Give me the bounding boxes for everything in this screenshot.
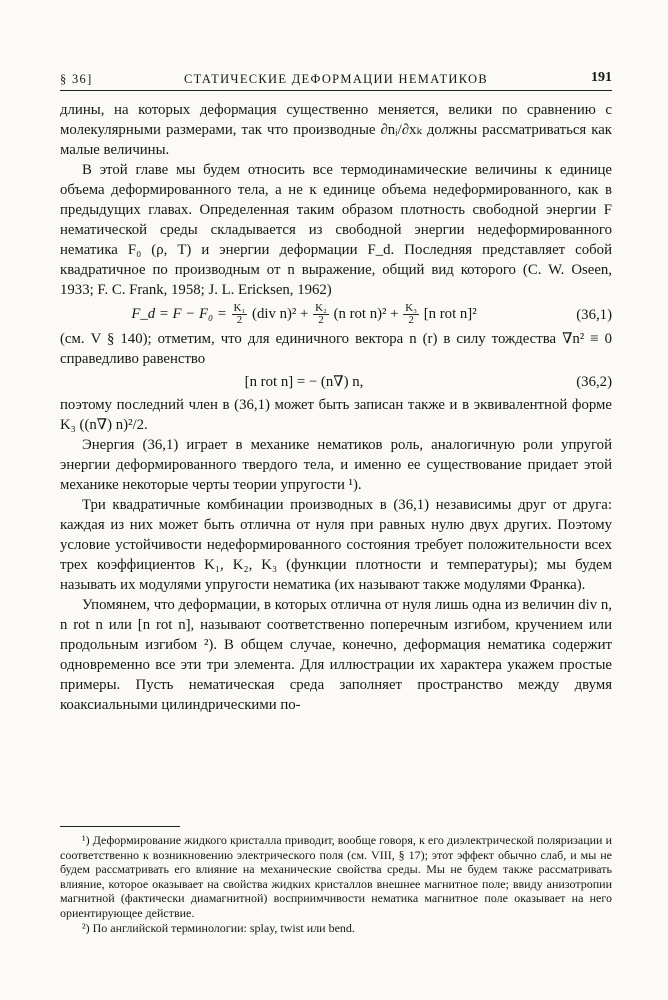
fraction-denominator: 2 (236, 314, 243, 326)
footnote: ¹) Деформирование жидкого кристалла приводит, вообще говоря, к его диэлектрической поляризации и соответственно к возникновению электрического поля (см. VIII, § 17); этот эффект обычно слаб, и мы не будем рассматривать его влияние на механические свойства среды. Мы не будем также рассматривать влияние, которое оказывает на свойства жидких кристаллов внешнее магнитное поле; ввиду анизотропии магнитной (фактически диамагнитной) восприимчивости нематика магнитное поле оказывает на него ориентирующее действие. (60, 833, 612, 920)
fraction (313, 303, 329, 326)
footnotes (60, 826, 612, 935)
paragraph: (см. V § 140); отметим, что для единичного вектора n (r) в силу тождества ∇n² ≡ 0 справедливо равенство (60, 331, 612, 367)
fraction (232, 303, 248, 326)
fraction-numerator: K₃ (405, 302, 418, 314)
paragraph: Упомянем, что деформации, в которых отлична от нуля лишь одна из величин div n, n rot n или [n rot n], называют соответственно поперечным изгибом, кручением или продольным изгибом ²). В общем случае, конечно, деформация нематика содержит одновременно все эти три элемента. Для иллюстрации их характера укажем простые примеры. Пусть нематическая среда заполняет пространство между двумя коаксиальными цилиндрическими по- (60, 597, 612, 713)
equation-formula (60, 303, 548, 326)
paragraph: В этой главе мы будем относить все термодинамические величины к единице объема деформированного тела, а не к единице объема недеформированного, как в предыдущих главах. Определенная таким образом плотность свободной энергии F нематической среды складывается из свободной энергии недеформированного нематика F₀ (ρ, T) и энергии деформации F_d. Последняя представляет собой квадратичное по производным от n выражение, общий вид которого (C. W. Oseen, 1933; F. C. Frank, 1958; J. L. Ericksen, 1962) (60, 162, 612, 298)
fraction-numerator: K₂ (315, 302, 327, 314)
equation-number: (36,2) (576, 374, 612, 390)
chapter-title: СТАТИЧЕСКИЕ ДЕФОРМАЦИИ НЕМАТИКОВ (183, 72, 489, 86)
equation-term: (n rot n)² + (333, 305, 399, 322)
page-number: 191 (591, 70, 612, 85)
footnote: ²) По английской терминологии: splay, twist или bend. (82, 920, 355, 935)
paragraph: Энергия (36,1) играет в механике нематиков роль, аналогичную роли упругой энергии деформированного твердого тела, и именно ее существование придает этой механике некоторые черты теории упругости ¹). (60, 437, 612, 493)
fraction-denominator: 2 (318, 314, 324, 326)
paragraph: Три квадратичные комбинации производных в (36,1) независимы друг от друга: каждая из них может быть отлична от нуля при равных нулю двух других. Поэтому условие устойчивости недеформированного состояния требует положительности всех трех коэффициентов K₁, K₂, K₃ (функции плотности и температуры); мы будем называть их модулями упругости нематика (их называют также модулями Франка). (60, 497, 612, 593)
equation-lhs: F_d = F − F₀ = (131, 305, 227, 322)
equation-number: (36,1) (576, 306, 612, 323)
main-text (60, 100, 612, 715)
equation-36-1 (60, 303, 612, 326)
equation-36-2 (60, 372, 612, 392)
paragraph: длины, на которых деформация существенно меняется, велики по сравнению с молекулярными размерами, так что производные ∂nᵢ/∂xₖ должны рассматриваться как малые величины. (60, 102, 612, 158)
paragraph: поэтому последний член в (36,1) может быть записан также и в эквивалентной форме K₃ ((n∇) n)²/2. (60, 397, 612, 433)
fraction (403, 303, 419, 326)
equation-formula: [n rot n] = − (n∇) n, (244, 374, 364, 390)
fraction-numerator: K₁ (233, 302, 246, 314)
equation-term: (div n)² + (252, 305, 309, 322)
equation-term: [n rot n]² (423, 305, 477, 322)
footnote-divider (60, 826, 180, 827)
running-header (60, 70, 612, 91)
fraction-denominator: 2 (408, 314, 414, 326)
section-marker: § 36] (60, 72, 93, 86)
